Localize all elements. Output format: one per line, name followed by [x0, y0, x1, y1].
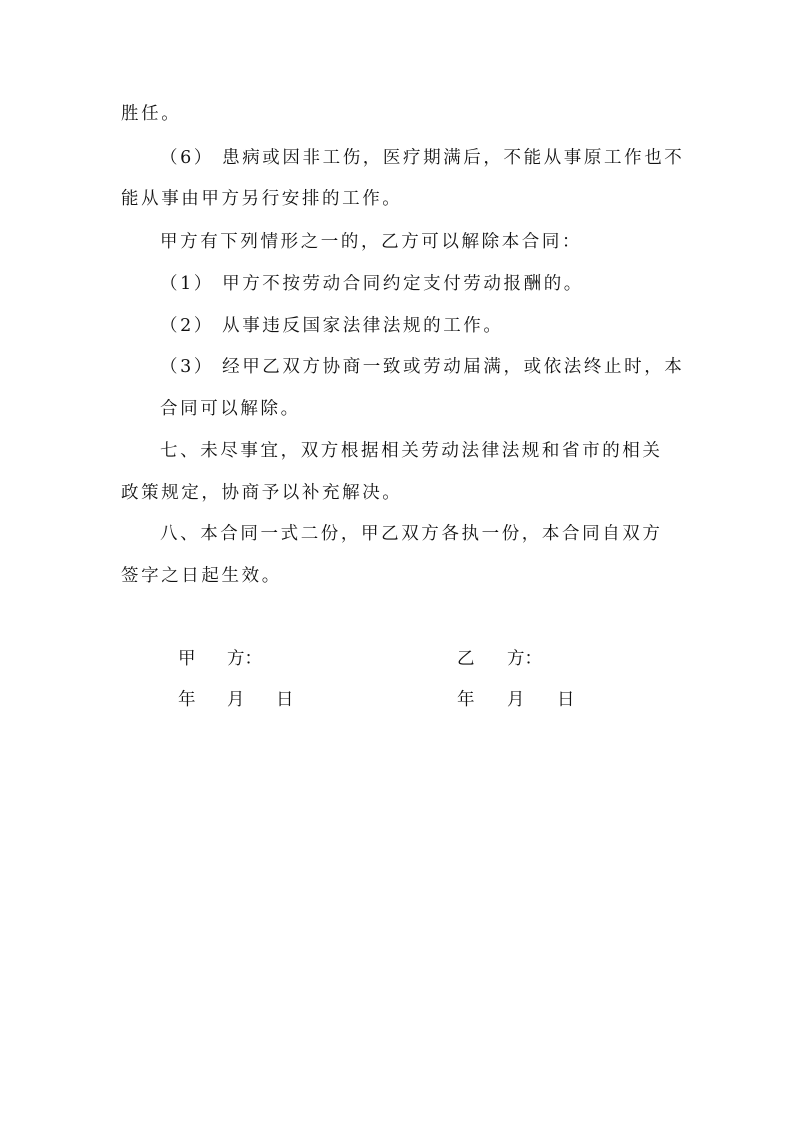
party-b-item-3-line-2: 合同可以解除。	[160, 399, 301, 419]
party-b-item-3-line-1: （3） 经甲乙双方协商一致或劳动届满，或依法终止时，本	[160, 357, 685, 377]
party-b-item-2: （2） 从事违反国家法律法规的工作。	[160, 316, 504, 336]
clause-8-line-1: 八、本合同一式二份，甲乙双方各执一份，本合同自双方	[160, 524, 663, 544]
clause-item-6-line-2: 能从事由甲方另行安排的工作。	[121, 189, 403, 209]
clause-7-line-2: 政策规定，协商予以补充解决。	[121, 483, 403, 503]
party-a-year-label: 年	[178, 690, 196, 710]
party-b-label-suffix: 方：	[507, 649, 542, 669]
party-a-month-label: 月	[227, 690, 245, 710]
party-b-day-label: 日	[557, 690, 575, 710]
party-b-year-label: 年	[457, 690, 475, 710]
party-a-day-label: 日	[276, 690, 294, 710]
clause-item-6-line-1: （6） 患病或因非工伤，医疗期满后，不能从事原工作也不	[160, 148, 685, 168]
party-a-label-char: 甲	[178, 649, 196, 669]
party-b-termination-intro: 甲方有下列情形之一的，乙方可以解除本合同：	[160, 232, 583, 252]
party-a-label-suffix: 方：	[227, 649, 262, 669]
party-b-month-label: 月	[507, 690, 525, 710]
party-b-label-char: 乙	[457, 649, 475, 669]
clause-8-line-2: 签字之日起生效。	[121, 566, 282, 586]
clause-7-line-1: 七、未尽事宜，双方根据相关劳动法律法规和省市的相关	[160, 441, 663, 461]
paragraph-continuation: 胜任。	[121, 104, 182, 124]
party-b-item-1: （1） 甲方不按劳动合同约定支付劳动报酬的。	[160, 274, 584, 294]
